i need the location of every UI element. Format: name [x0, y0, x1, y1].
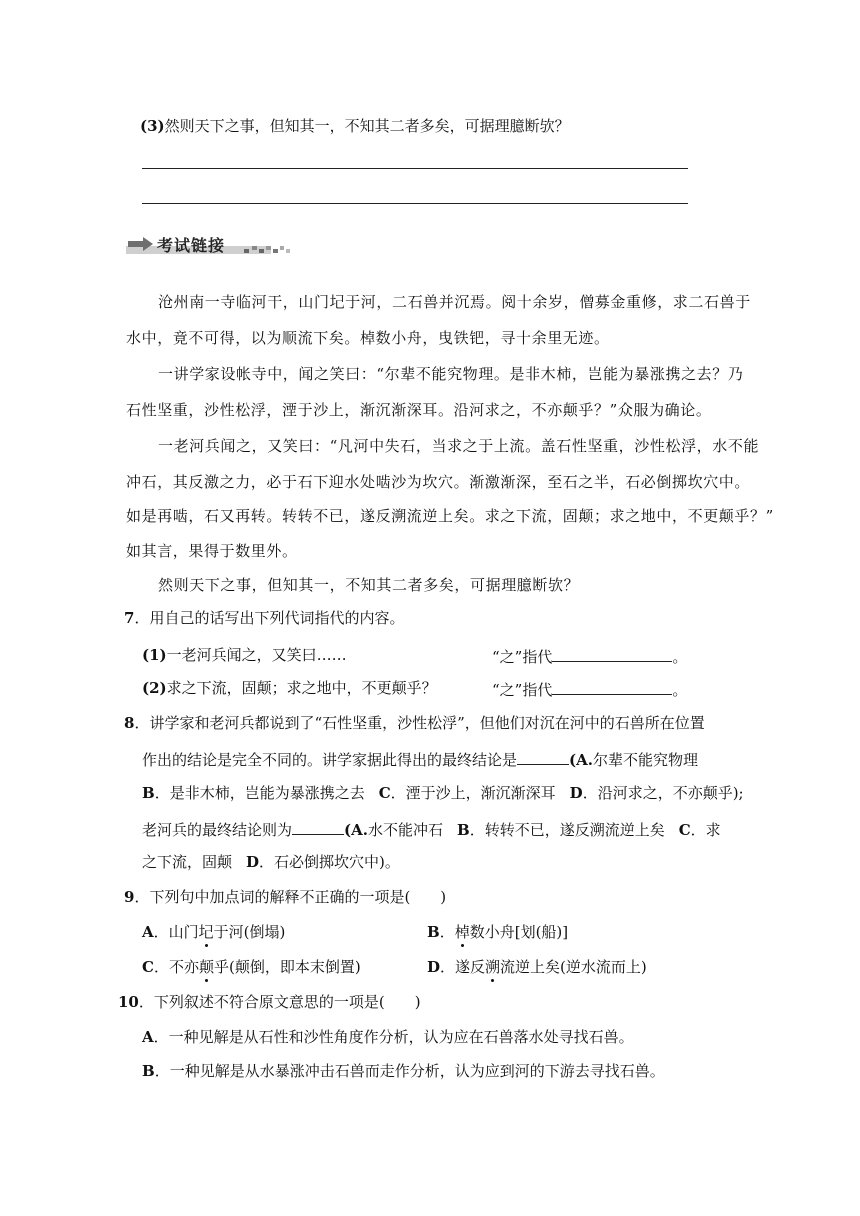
- q8-option-a-text: 尔辈不能究物理: [592, 751, 698, 769]
- q8-line-2: [142, 748, 698, 770]
- q8-option-b-text: ．是非木柿，岂能为暴涨携之去: [154, 784, 365, 802]
- answer-line-2[interactable]: [142, 203, 688, 204]
- section-banner: [126, 232, 291, 256]
- q7-stem-text: ．用自己的话写出下列代词指代的内容。: [134, 609, 405, 627]
- q7-sub-2: [142, 678, 437, 698]
- q9-option-a-dotted-word: 圮: [198, 923, 214, 941]
- q8-option-c-text: ．求: [690, 821, 721, 839]
- q9-option-d[interactable]: [427, 957, 647, 977]
- q7-sub-2-text: 求之下流，固颠；求之地中，不更颠乎？: [166, 679, 437, 697]
- q8-option-a-label: (A.: [569, 751, 593, 769]
- passage-line: 然则天下之事，但知其一，不知其二者多矣，可据理臆断欤？: [158, 576, 580, 594]
- q10-stem-text: ．下列叙述不符合原文意思的一项是( ): [138, 993, 421, 1011]
- q8-option-c-label: C: [378, 784, 391, 802]
- q9-stem-text: ．下列句中加点词的解释不正确的一项是( ): [134, 888, 447, 906]
- q9-option-d-text: 流逆上矣(逆水流而上): [500, 958, 647, 976]
- q8-blank-2[interactable]: [292, 818, 344, 835]
- q7-stem: [124, 608, 404, 628]
- q8-option-a-text: 水不能冲石: [367, 821, 443, 839]
- q9-option-c-dotted-word: 颠: [198, 958, 214, 976]
- q7-sub-2-end: 。: [672, 681, 688, 699]
- q8-text: 作出的结论是完全不同的。讲学家据此得出的最终结论是: [142, 751, 518, 769]
- q10-stem: [118, 992, 421, 1012]
- q9-option-a-text: ．山门: [153, 923, 199, 941]
- q9-option-d-dotted-word: 溯: [485, 958, 501, 976]
- q8-option-a-label: (A.: [344, 821, 368, 839]
- q9-option-a-label: A: [142, 923, 154, 941]
- q10-option-b[interactable]: [142, 1061, 665, 1081]
- q8-option-c-label: C: [678, 821, 691, 839]
- q6-3-line: [140, 116, 570, 136]
- q9-option-a[interactable]: [142, 922, 285, 942]
- q8-option-d-text: ．石必倒掷坎穴中)。: [259, 853, 400, 871]
- passage-line: 如是再啮，石又再转。转转不已，遂反溯流逆上矣。求之下流，固颠；求之地中，不更颠乎？”: [126, 507, 774, 525]
- passage-line: 冲石，其反激之力，必于石下迎水处啮沙为坎穴。渐激渐深，至石之半，石必倒掷坎穴中。: [126, 473, 751, 491]
- passage-line: 如其言，果得于数里外。: [126, 542, 298, 560]
- q7-sub-2-number: (2): [142, 679, 167, 697]
- q8-option-d-label: D: [246, 853, 260, 871]
- q7-sub-1-blank[interactable]: [552, 645, 672, 662]
- q7-sub-2-ref: “之”指代: [492, 681, 553, 699]
- q7-sub-1-end: 。: [672, 648, 688, 666]
- passage-line: 石性坚重，沙性松浮，湮于沙上，渐沉渐深耳。沿河求之，不亦颠乎？”众服为确论。: [126, 401, 712, 419]
- q7-number: 7: [124, 609, 135, 627]
- q9-option-b-label: B: [427, 923, 440, 941]
- q8-number: 8: [124, 714, 135, 732]
- q9-option-c[interactable]: [142, 957, 361, 977]
- q9-stem: [124, 887, 446, 907]
- q8-option-b-text: ．转转不已，遂反溯流逆上矣: [469, 821, 665, 839]
- q8-option-d-label: D: [569, 784, 583, 802]
- passage-line: 沧州南一寺临河干，山门圮于河，二石兽并沉焉。阅十余岁，僧募金重修，求二石兽于: [158, 293, 751, 311]
- q8-line-1: [124, 713, 705, 733]
- q7-sub-1-text: 一老河兵闻之，又笑曰……: [166, 646, 347, 664]
- passage-line: 一讲学家设帐寺中，闻之笑曰：“尔辈不能究物理。是非木柿，岂能为暴涨携之去？乃: [158, 365, 744, 383]
- q9-option-b[interactable]: [427, 922, 568, 942]
- q9-option-a-text: 于河(倒塌): [213, 923, 286, 941]
- q10-option-b-text: ．一种见解是从水暴涨冲击石兽而走作分析，认为应到河的下游去寻找石兽。: [154, 1062, 665, 1080]
- q6-3-text: 然则天下之事，但知其一，不知其二者多矣，可据理臆断欤？: [164, 117, 570, 135]
- q8-line-4: [142, 818, 721, 840]
- q7-sub-1: [142, 645, 347, 665]
- q8-text: 老河兵的最终结论则为: [142, 821, 293, 839]
- q10-option-a-label: A: [142, 1028, 154, 1046]
- q10-number: 10: [118, 993, 139, 1011]
- q8-option-d-text: ．沿河求之，不亦颠乎);: [582, 784, 744, 802]
- passage-line: 水中，竟不可得，以为顺流下矣。棹数小舟，曳铁钯，寻十余里无迹。: [126, 329, 610, 347]
- q9-option-b-text: 数小舟[划(船)]: [469, 923, 569, 941]
- q9-option-d-label: D: [427, 958, 441, 976]
- q10-option-a[interactable]: [142, 1027, 634, 1047]
- q8-line-5: [142, 852, 400, 872]
- q9-option-b-dotted-word: 棹: [454, 923, 470, 941]
- q8-line-3: [142, 783, 744, 803]
- q7-sub-2-blank[interactable]: [552, 678, 672, 695]
- answer-line-1[interactable]: [142, 168, 688, 169]
- q9-number: 9: [124, 888, 135, 906]
- q9-option-c-text: ．不亦: [153, 958, 199, 976]
- q9-option-c-text: 乎(颠倒，即本末倒置): [213, 958, 361, 976]
- q8-option-c-text: ．湮于沙上，渐沉渐深耳: [390, 784, 556, 802]
- q7-sub-2-answer: [492, 678, 687, 700]
- q6-3-number: (3): [140, 117, 165, 135]
- q7-sub-1-ref: “之”指代: [492, 648, 553, 666]
- passage-line: 一老河兵闻之，又笑曰：“凡河中失石，当求之于上流。盖石性坚重，沙性松浮，水不能: [158, 437, 760, 455]
- q8-text: ．讲学家和老河兵都说到了“石性坚重，沙性松浮”，但他们对沉在河中的石兽所在位置: [134, 714, 705, 732]
- q7-sub-1-answer: [492, 645, 687, 667]
- q9-option-c-label: C: [142, 958, 154, 976]
- q10-option-a-text: ．一种见解是从石性和沙性角度作分析，认为应在石兽落水处寻找石兽。: [153, 1028, 634, 1046]
- q9-option-d-text: ．遂反: [440, 958, 486, 976]
- q7-sub-1-number: (1): [142, 646, 167, 664]
- q8-option-b-label: B: [142, 784, 155, 802]
- q8-option-c-text: 之下流，固颠: [142, 853, 233, 871]
- q8-blank-1[interactable]: [517, 748, 569, 765]
- q10-option-b-label: B: [142, 1062, 155, 1080]
- section-banner-title: 考试链接: [157, 236, 226, 255]
- q8-option-b-label: B: [457, 821, 470, 839]
- q9-option-b-text: ．: [439, 923, 455, 941]
